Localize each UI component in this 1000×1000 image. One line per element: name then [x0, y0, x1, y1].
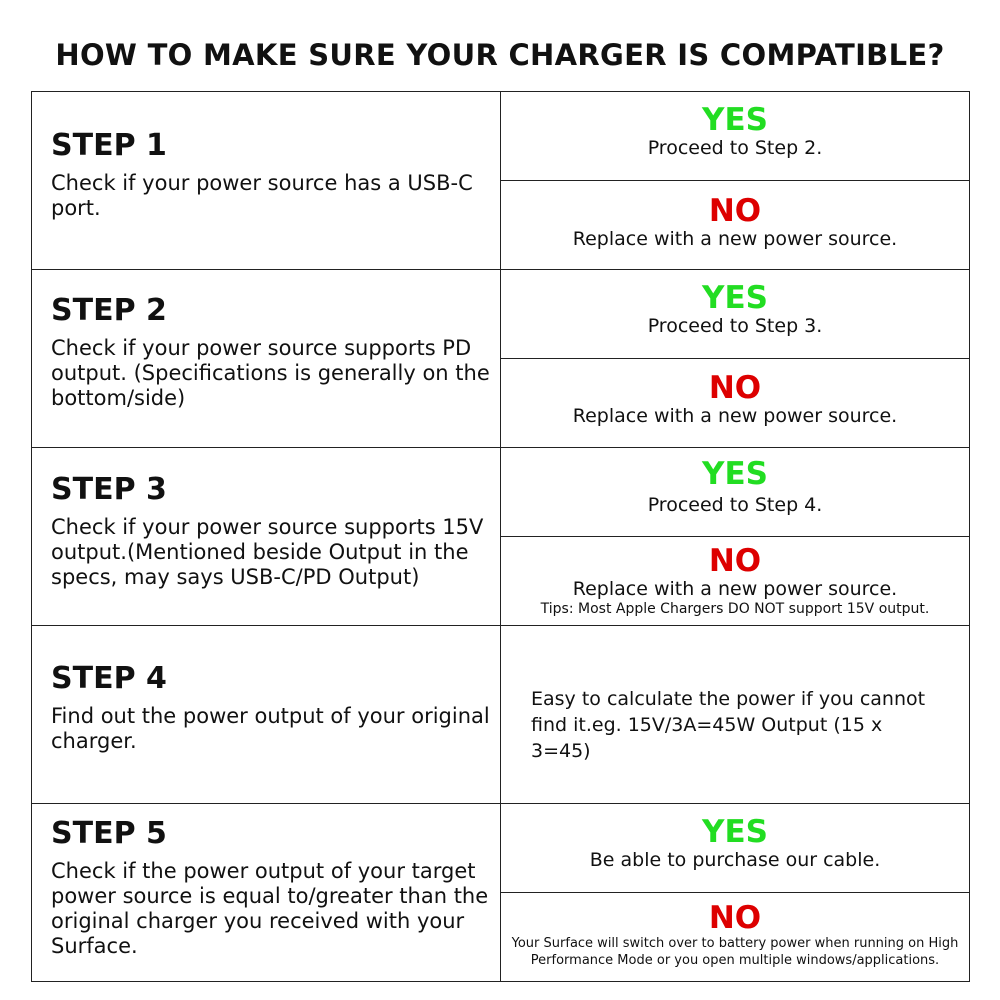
row-divider — [31, 269, 970, 270]
step-2-no — [501, 371, 969, 427]
no-text: Replace with a new power source. — [572, 578, 898, 600]
row-divider — [31, 803, 970, 804]
step-label: STEP 2 — [51, 293, 167, 328]
no-label: NO — [708, 900, 762, 936]
yes-label: YES — [702, 456, 768, 492]
answer-divider — [500, 892, 970, 893]
step-1-yes — [501, 103, 969, 159]
step-4 — [51, 662, 491, 754]
no-text: Replace with a new power source. — [572, 228, 898, 250]
yes-label: YES — [702, 280, 768, 316]
yes-label: YES — [702, 102, 768, 138]
step-label: STEP 4 — [51, 661, 167, 696]
yes-text: Proceed to Step 2. — [647, 137, 823, 159]
yes-text: Proceed to Step 3. — [647, 315, 823, 337]
step-description: Check if the power output of your target power source is equal to/greater than the original charger you received with your Surface. — [51, 859, 489, 958]
no-label: NO — [708, 193, 762, 229]
step-3-no — [501, 544, 969, 618]
page-title: HOW TO MAKE SURE YOUR CHARGER IS COMPATIBLE? — [55, 38, 945, 72]
step-description: Check if your power source supports PD output. (Specifications is generally on the bottom/side) — [51, 336, 490, 410]
step-4-info — [501, 686, 969, 764]
no-label: NO — [708, 370, 762, 406]
step-label: STEP 5 — [51, 816, 167, 851]
yes-text: Be able to purchase our cable. — [589, 849, 881, 871]
step-description: Check if your power source supports 15V output.(Mentioned beside Output in the specs, may says USB-C/PD Output) — [51, 515, 484, 589]
answer-divider — [500, 358, 970, 359]
step-3 — [51, 473, 491, 590]
no-text: Replace with a new power source. — [572, 405, 898, 427]
step-5-yes — [501, 815, 969, 871]
yes-label: YES — [702, 814, 768, 850]
info-text: Easy to calculate the power if you cannot find it.eg. 15V/3A=45W Output (15 x 3=45) — [531, 688, 926, 762]
step-label: STEP 3 — [51, 472, 167, 507]
answer-divider — [500, 536, 970, 537]
answer-divider — [500, 180, 970, 181]
step-2 — [51, 294, 491, 411]
step-description: Check if your power source has a USB-C port. — [51, 171, 473, 220]
tip-text: Tips: Most Apple Chargers DO NOT support 15V output. — [540, 601, 930, 617]
step-3-yes — [501, 457, 969, 516]
step-1 — [51, 129, 491, 221]
yes-text: Proceed to Step 4. — [647, 494, 823, 516]
step-description: Find out the power output of your original charger. — [51, 704, 490, 753]
step-5-no — [501, 901, 969, 969]
step-2-yes — [501, 281, 969, 337]
no-label: NO — [708, 543, 762, 579]
compatibility-table — [31, 91, 970, 982]
no-text: Your Surface will switch over to battery power when running on High Performance Mode or you open multiple windows/applications. — [511, 936, 959, 968]
step-5 — [51, 817, 491, 959]
row-divider — [31, 447, 970, 448]
row-divider — [31, 625, 970, 626]
step-1-no — [501, 194, 969, 250]
step-label: STEP 1 — [51, 128, 167, 163]
